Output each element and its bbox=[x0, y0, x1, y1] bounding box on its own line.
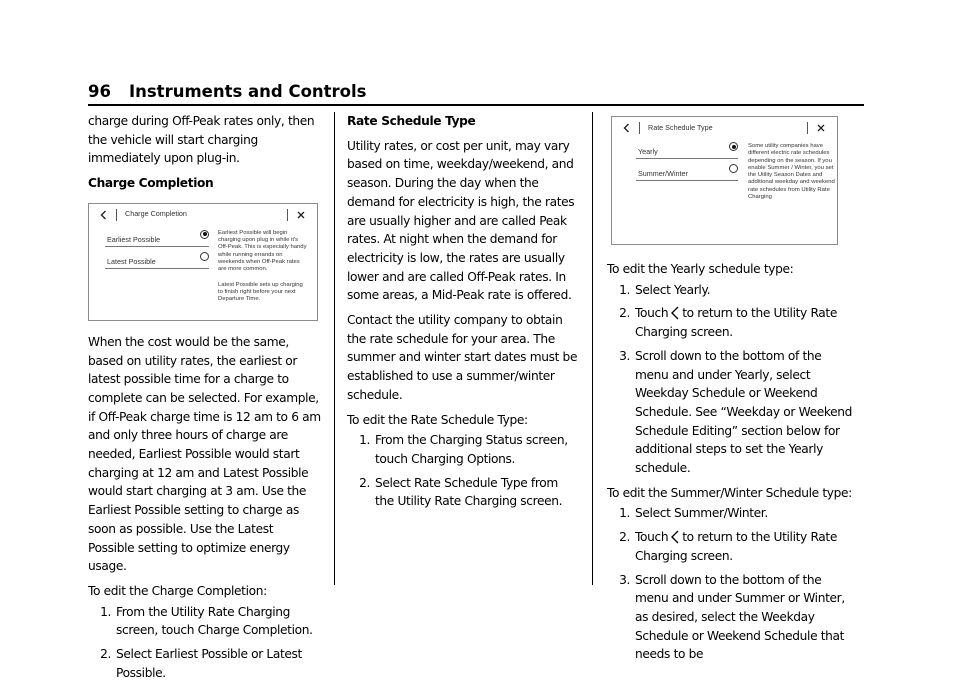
radio-unselected-icon[interactable] bbox=[200, 252, 209, 261]
list-item bbox=[607, 281, 857, 300]
yearly-intro: To edit the Yearly schedule type: bbox=[607, 262, 794, 276]
step-text bbox=[635, 304, 857, 341]
step-number: 1. bbox=[359, 433, 370, 448]
rate-paragraph-1: Utility rates, or cost per unit, may vary based on time, weekday/weekend, and season. During the day when the demand for electricity is high, the rates are usually higher and are called Peak rates. At night when the demand for electricity is low, the rates are usually lower and are called Off-Peak rates. In some areas, a Mid-Peak rate is offered. bbox=[347, 138, 575, 303]
screen-title-bar bbox=[89, 204, 317, 226]
rate-schedule-note: Some utility companies have different electric rate schedules depending on the season. If you enable Summer / Winter, you set the Utility Season Dates and additional weekday and weekend rate schedules from Utility Rate Charging bbox=[748, 143, 835, 201]
option-latest-possible[interactable] bbox=[105, 250, 209, 269]
title-divider bbox=[116, 209, 117, 221]
radio-selected-icon[interactable] bbox=[729, 142, 738, 151]
step-text bbox=[635, 528, 857, 565]
charge-completion-paragraph: When the cost would be the same, based on utility rates, the earliest or latest possible time for a charge to complete can be selected. For example, if Off-Peak charge time is 12 am to 6 am and only three hours of charge are needed, Earliest Possible would start charging at 12 am and Latest Possible would start charging at 3 am. Use the Earliest Possible setting to charge as soon as possible. Use the Latest Possible setting to optimize energy usage. bbox=[88, 334, 321, 574]
step-number: 3. bbox=[619, 572, 630, 587]
list-item bbox=[88, 603, 322, 640]
rate-schedule-type-screen bbox=[611, 116, 838, 245]
list-item bbox=[88, 645, 322, 682]
option-summer-winter[interactable] bbox=[636, 162, 738, 181]
step-number: 1. bbox=[619, 506, 630, 521]
radio-selected-icon[interactable] bbox=[200, 230, 209, 239]
option-label: Summer/Winter bbox=[638, 169, 688, 178]
step-text-part: to return to the Utility Rate Charging screen. bbox=[635, 306, 837, 340]
intro-paragraph: charge during Off-Peak rates only, then the vehicle will start charging immediately upon plug-in. bbox=[88, 114, 315, 166]
steps-list bbox=[607, 281, 857, 478]
chevron-left-icon bbox=[670, 530, 680, 544]
list-item bbox=[607, 528, 857, 565]
step-number: 1. bbox=[619, 282, 630, 297]
title-divider bbox=[807, 122, 808, 134]
list-item bbox=[607, 304, 857, 341]
option-list bbox=[105, 228, 209, 272]
step-text: From the Charging Status screen, touch Charging Options. bbox=[375, 433, 568, 466]
title-divider bbox=[287, 209, 288, 221]
step-text-part: Touch bbox=[635, 530, 669, 545]
radio-unselected-icon[interactable] bbox=[729, 164, 738, 173]
list-item bbox=[347, 431, 579, 468]
steps-list bbox=[607, 504, 857, 664]
page-number: 96 bbox=[88, 82, 111, 101]
step-text: Select Summer/Winter. bbox=[635, 506, 768, 521]
step-number: 1. bbox=[100, 604, 111, 619]
screen-title: Rate Schedule Type bbox=[648, 122, 713, 132]
close-icon[interactable] bbox=[817, 124, 825, 132]
step-text: Select Yearly. bbox=[635, 282, 711, 297]
edit-intro: To edit the Rate Schedule Type: bbox=[347, 412, 528, 427]
step-text: Scroll down to the bottom of the menu and under Yearly, select Weekday Schedule or Weekend Schedule. See “Weekday or Weekend Schedule Editing” section below for additional steps to set the Yearly schedule. bbox=[635, 348, 853, 476]
page-header bbox=[88, 82, 367, 101]
step-text: Scroll down to the bottom of the menu and under Summer or Winter, as desired, select the Weekday Schedule or Weekend Schedule that needs to be bbox=[635, 572, 845, 662]
step-text: Select Earliest Possible or Latest Possible. bbox=[116, 647, 302, 680]
list-item bbox=[607, 571, 857, 665]
latest-possible-note: Latest Possible sets up charging to finish right before your next Departure Time. bbox=[218, 281, 303, 303]
column-2 bbox=[347, 112, 579, 517]
option-label: Latest Possible bbox=[107, 256, 156, 266]
steps-list bbox=[88, 603, 322, 683]
option-yearly[interactable] bbox=[636, 140, 738, 159]
edit-intro: To edit the Charge Completion: bbox=[88, 583, 267, 598]
screen-title-bar bbox=[612, 117, 837, 139]
summer-winter-intro: To edit the Summer/Winter Schedule type: bbox=[607, 485, 852, 500]
step-text: Select Rate Schedule Type from the Utility Rate Charging screen. bbox=[375, 475, 563, 509]
step-text-part: Touch bbox=[635, 306, 669, 321]
option-label: Yearly bbox=[638, 147, 658, 156]
chevron-left-icon[interactable] bbox=[99, 210, 108, 220]
column-1 bbox=[88, 112, 322, 688]
charge-completion-screen bbox=[88, 203, 318, 321]
step-number: 2. bbox=[100, 647, 111, 662]
step-number: 3. bbox=[619, 348, 630, 363]
close-icon[interactable] bbox=[297, 211, 305, 219]
steps-list bbox=[347, 431, 579, 511]
charge-completion-heading: Charge Completion bbox=[88, 176, 214, 191]
chevron-left-icon[interactable] bbox=[622, 123, 631, 133]
option-earliest-possible[interactable] bbox=[105, 228, 209, 247]
title-divider bbox=[639, 122, 640, 134]
screen-title: Charge Completion bbox=[125, 209, 187, 219]
column-3 bbox=[607, 112, 857, 670]
column-divider bbox=[592, 112, 593, 585]
option-list bbox=[636, 140, 738, 184]
earliest-possible-note: Earliest Possible will begin charging upon plug in while it's Off-Peak. This is especially handy while running errands on weekends when Off-Peak rates are more common. bbox=[218, 229, 307, 273]
list-item bbox=[607, 504, 857, 523]
column-divider bbox=[334, 112, 335, 585]
header-rule bbox=[88, 104, 864, 106]
step-number: 2. bbox=[359, 475, 370, 490]
option-label: Earliest Possible bbox=[107, 234, 161, 244]
step-number: 2. bbox=[619, 530, 630, 545]
list-item bbox=[347, 474, 579, 511]
rate-schedule-type-heading: Rate Schedule Type bbox=[347, 114, 476, 128]
rate-paragraph-2: Contact the utility company to obtain the rate schedule for your area. The summer and winter start dates must be established to use a summer/winter schedule. bbox=[347, 313, 578, 402]
chevron-left-icon bbox=[670, 306, 680, 320]
step-text: From the Utility Rate Charging screen, touch Charge Completion. bbox=[116, 604, 313, 638]
section-title: Instruments and Controls bbox=[128, 82, 367, 101]
step-text-part: to return to the Utility Rate Charging screen. bbox=[635, 530, 837, 563]
list-item bbox=[607, 347, 857, 478]
step-number: 2. bbox=[619, 306, 630, 321]
